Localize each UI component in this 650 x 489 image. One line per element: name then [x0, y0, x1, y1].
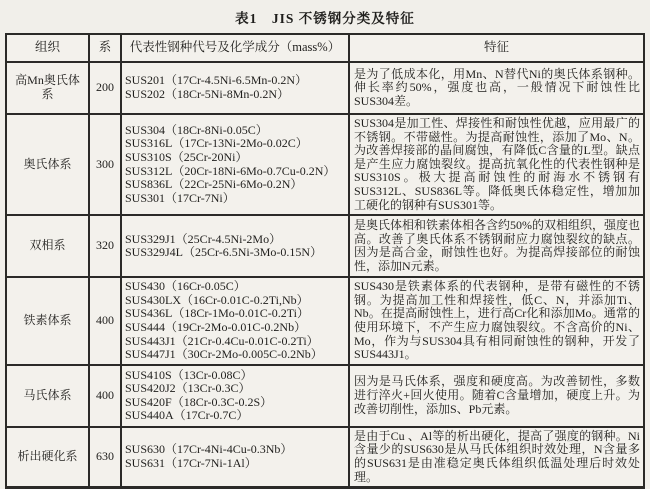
steel-grade: SUS447J1（30Cr-2Mo-0.005C-0.2Nb）	[125, 347, 323, 362]
structure-cell: 铁素体系	[6, 277, 89, 365]
table-row	[6, 215, 644, 277]
grades-cell	[121, 277, 349, 365]
grades-cell	[121, 215, 349, 277]
features-cell: 是由于Cu 、Al等的析出硬化，提高了强度的钢种。Ni含量少的SUS630是从马氏体组织时效处理，N含量多的SUS631是由准稳定奥氏体组织低温处理后时效处理。	[349, 427, 644, 488]
grades-cell	[121, 365, 349, 427]
structure-cell: 奥氏体系	[6, 114, 89, 215]
steel-grade: SUS202（18Cr-5Ni-8Mn-0.2N）	[125, 87, 290, 101]
steel-grade: SUS316L（17Cr-13Ni-2Mo-0.02C）	[125, 136, 308, 151]
header-features: 特征	[349, 34, 644, 62]
grades-cell	[121, 114, 349, 215]
steel-grade: SUS420F（18Cr-0.3C-0.2S）	[125, 394, 273, 409]
structure-cell: 析出硬化系	[6, 427, 89, 488]
steel-grade: SUS420J2（13Cr-0.3C）	[125, 381, 251, 396]
header-series: 系	[89, 34, 121, 62]
steel-grade: SUS301（17Cr-7Ni）	[125, 190, 235, 205]
features-cell: SUS304是加工性、焊接性和耐蚀性优越，应用最广的不锈钢。不带磁性。为提高耐蚀性，添加了Mo、N。为改善焊接部的晶间腐蚀，有降低C含量的L型。缺点是产生应力腐蚀裂纹。提高抗氧化性的代表性钢种是SUS310S。极大提高耐蚀性的耐海水不锈钢有SUS312L、SUS836L等。降低奥氏体稳定性，增加加工硬化的钢种有SUS301等。	[349, 114, 644, 215]
stainless-steel-classification-table	[5, 33, 645, 489]
features-cell: 因为是马氏体系，强度和硬度高。为改善韧性，多数进行淬火+回火使用。随着C含量增加，硬度上升。为改善切削性，添加S、Pb元素。	[349, 365, 644, 427]
steel-grade: SUS443J1（21Cr-0.4Cu-0.01C-0.2Ti）	[125, 333, 319, 348]
steel-grade: SUS329J4L（25Cr-6.5Ni-3Mo-0.15N）	[125, 245, 323, 260]
series-cell: 300	[89, 114, 121, 215]
steel-grade: SUS444（19Cr-2Mo-0.01C-0.2Nb）	[125, 319, 307, 334]
table-row	[6, 427, 644, 488]
steel-grade: SUS430（16Cr-0.05C）	[125, 279, 246, 294]
steel-grade: SUS836L（22Cr-25Ni-6Mo-0.2N）	[125, 177, 303, 192]
features-cell: SUS430是铁素体系的代表钢种，是带有磁性的不锈钢。为提高加工性和焊接性，低C、N，并添加Ti、Nb。在提高耐蚀性上，进行高Cr化和添加Mo。通常的使用环境下，不产生应力腐蚀裂纹。不含高价的Ni、Mo，作为与SUS304具有相同耐蚀性的钢种，开发了SUS443J1。	[349, 277, 644, 365]
table-row	[6, 277, 644, 365]
table-title: 表1 JIS 不锈钢分类及特征	[235, 11, 415, 26]
structure-cell: 高Mn奥氏体系	[6, 62, 89, 114]
steel-grade: SUS410S（13Cr-0.08C）	[125, 367, 253, 382]
header-structure: 组织	[6, 34, 89, 62]
series-cell: 200	[89, 62, 121, 114]
steel-grade: SUS304（18Cr-8Ni-0.05C）	[125, 122, 268, 137]
steel-grade: SUS201（17Cr-4.5Ni-6.5Mn-0.2N）	[125, 73, 308, 88]
steel-grade: SUS630（17Cr-4Ni-4Cu-0.3Nb）	[125, 442, 293, 457]
steel-grade: SUS436L（18Cr-1Mo-0.01C-0.2Ti）	[125, 306, 310, 321]
steel-grade: SUS440A（17Cr-0.7C）	[125, 408, 249, 423]
structure-cell: 马氏体系	[6, 365, 89, 427]
features-cell: 是奥氏体相和铁素体相各含约50%的双相组织，强度也高。改善了奥氏体系不锈钢耐应力腐蚀裂纹的缺点。因为是高合金，耐蚀性也好。为提高焊接部位的耐蚀性，添加N元素。	[349, 215, 644, 277]
table-row	[6, 365, 644, 427]
header-row	[6, 34, 644, 62]
table-row	[6, 62, 644, 114]
series-cell: 400	[89, 365, 121, 427]
steel-grade: SUS329J1（25Cr-4.5Ni-2Mo）	[125, 231, 282, 246]
structure-cell: 双相系	[6, 215, 89, 277]
grades-cell	[121, 427, 349, 488]
series-cell: 630	[89, 427, 121, 488]
table-row	[6, 114, 644, 215]
steel-grade: SUS310S（25Cr-20Ni）	[125, 149, 248, 164]
steel-grade: SUS430LX（16Cr-0.01C-0.2Ti,Nb）	[125, 292, 309, 307]
series-cell: 400	[89, 277, 121, 365]
steel-grade: SUS631（17Cr-7Ni-1Al）	[125, 455, 257, 470]
series-cell: 320	[89, 215, 121, 277]
header-grades: 代表性钢种代号及化学成分（mass%）	[121, 34, 349, 62]
table-body	[6, 62, 644, 488]
steel-grade: SUS312L（20Cr-18Ni-6Mo-0.7Cu-0.2N）	[125, 163, 336, 178]
features-cell: 是为了低成本化，用Mn、N替代Ni的奥氏体系钢种。伸长率约50%，强度也高，一般情况下耐蚀性比SUS304差。	[349, 62, 644, 114]
grades-cell	[121, 62, 349, 114]
